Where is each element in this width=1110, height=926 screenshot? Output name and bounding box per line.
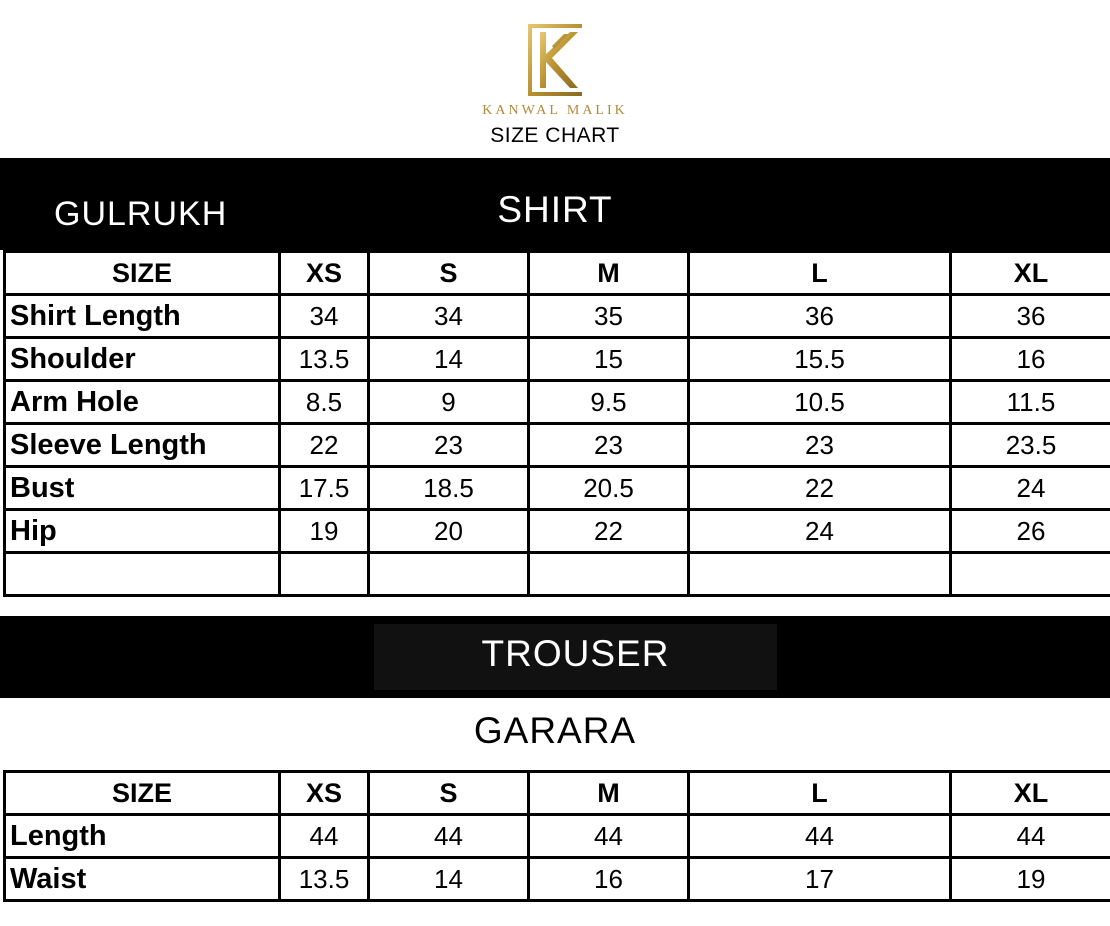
table-cell: 36: [951, 295, 1110, 338]
table-cell: 17: [689, 858, 951, 901]
brand-name: KANWAL MALIK: [482, 103, 628, 118]
row-label: Length: [5, 815, 280, 858]
table-cell: 16: [529, 858, 689, 901]
column-header: SIZE: [5, 252, 280, 295]
table-row: [5, 510, 1110, 553]
column-header: L: [689, 772, 951, 815]
table-cell: 13.5: [280, 858, 369, 901]
collection-name: GULRUKH: [54, 195, 228, 233]
empty-cell: [5, 553, 280, 596]
table-cell: 35: [529, 295, 689, 338]
trouser-heading: TROUSER: [481, 633, 670, 674]
table-cell: 17.5: [280, 467, 369, 510]
table-cell: 9.5: [529, 381, 689, 424]
table-cell: 24: [689, 510, 951, 553]
table-cell: 44: [689, 815, 951, 858]
shirt-size-table: [3, 250, 1110, 597]
empty-table-row: [5, 553, 1110, 596]
table-cell: 23: [369, 424, 529, 467]
table-cell: 15: [529, 338, 689, 381]
table-cell: 20.5: [529, 467, 689, 510]
table-cell: 23: [529, 424, 689, 467]
table-cell: 23: [689, 424, 951, 467]
table-cell: 22: [689, 467, 951, 510]
table-row: [5, 467, 1110, 510]
table-header-row: [5, 772, 1110, 815]
shirt-heading: SHIRT: [497, 189, 613, 230]
table-header-row: [5, 252, 1110, 295]
table-cell: 34: [369, 295, 529, 338]
table-cell: 19: [280, 510, 369, 553]
column-header: SIZE: [5, 772, 280, 815]
empty-cell: [529, 553, 689, 596]
table-cell: 26: [951, 510, 1110, 553]
table-cell: 22: [280, 424, 369, 467]
table-cell: 44: [369, 815, 529, 858]
column-header: S: [369, 772, 529, 815]
column-header: XL: [951, 252, 1110, 295]
garara-subheading: GARARA: [473, 710, 637, 751]
table-cell: 11.5: [951, 381, 1110, 424]
table-cell: 14: [369, 338, 529, 381]
column-header: L: [689, 252, 951, 295]
table-cell: 44: [280, 815, 369, 858]
table-row: [5, 295, 1110, 338]
table-row: [5, 858, 1110, 901]
table-cell: 34: [280, 295, 369, 338]
table-cell: 19: [951, 858, 1110, 901]
table-cell: 18.5: [369, 467, 529, 510]
row-label: Hip: [5, 510, 280, 553]
table-row: [5, 815, 1110, 858]
table-cell: 13.5: [280, 338, 369, 381]
table-cell: 16: [951, 338, 1110, 381]
table-cell: 44: [529, 815, 689, 858]
row-label: Arm Hole: [5, 381, 280, 424]
table-cell: 10.5: [689, 381, 951, 424]
row-label: Sleeve Length: [5, 424, 280, 467]
empty-cell: [369, 553, 529, 596]
table-cell: 14: [369, 858, 529, 901]
column-header: M: [529, 252, 689, 295]
column-header: XS: [280, 252, 369, 295]
column-header: S: [369, 252, 529, 295]
column-header: M: [529, 772, 689, 815]
column-header: XL: [951, 772, 1110, 815]
table-cell: 36: [689, 295, 951, 338]
empty-cell: [280, 553, 369, 596]
page-title: SIZE CHART: [490, 124, 620, 147]
trouser-size-table: [3, 770, 1110, 902]
empty-cell: [951, 553, 1110, 596]
table-cell: 24: [951, 467, 1110, 510]
column-header: XS: [280, 772, 369, 815]
table-cell: 9: [369, 381, 529, 424]
row-label: Bust: [5, 467, 280, 510]
empty-cell: [689, 553, 951, 596]
table-cell: 8.5: [280, 381, 369, 424]
row-label: Shoulder: [5, 338, 280, 381]
table-cell: 44: [951, 815, 1110, 858]
table-row: [5, 424, 1110, 467]
row-label: Waist: [5, 858, 280, 901]
table-row: [5, 381, 1110, 424]
kanwal-malik-logo-icon: [526, 22, 584, 98]
table-cell: 23.5: [951, 424, 1110, 467]
table-cell: 15.5: [689, 338, 951, 381]
row-label: Shirt Length: [5, 295, 280, 338]
table-row: [5, 338, 1110, 381]
table-cell: 20: [369, 510, 529, 553]
table-cell: 22: [529, 510, 689, 553]
